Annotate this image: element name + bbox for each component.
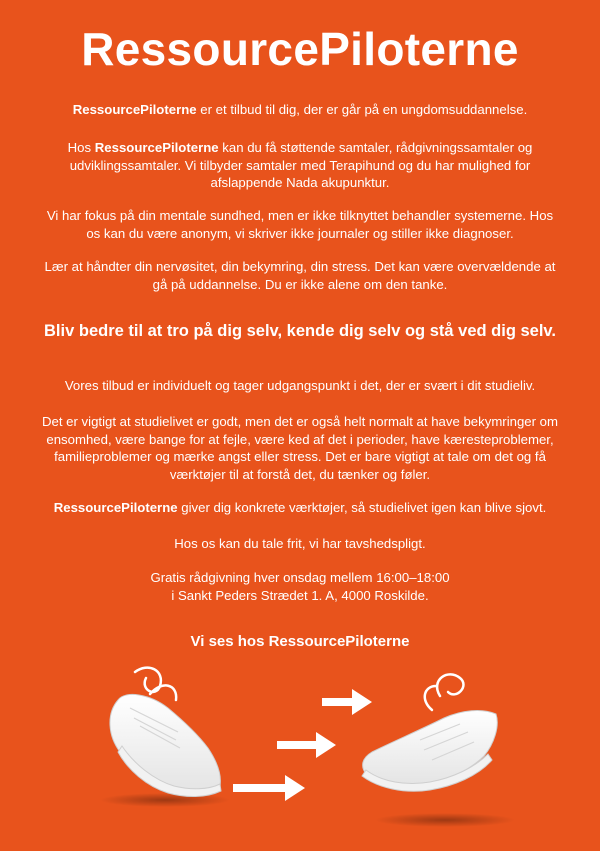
student-life-paragraph: Det er vigtigt at studielivet er godt, men det er også helt normalt at have bekymringer om ensomhed, være bange for at fejle, være ked af det i perioder, have kæresteproblemer, familieproblemer og mærke angst eller stress. Det er bare vigtigt at tale om det og få værktøjer til at forstå det, du tænker og føler. (41, 414, 559, 482)
right-sneaker-icon (362, 674, 497, 791)
schedule-paragraph (40, 569, 560, 604)
brand-name: RessourcePiloterne (94, 140, 219, 155)
sneakers-illustration (0, 660, 600, 851)
arrow-icon (277, 732, 336, 758)
offer-paragraph: Vores tilbud er individuelt og tager udgangspunkt i det, der er svært i dit studieliv. (64, 378, 536, 393)
tools-paragraph (40, 499, 560, 517)
brand-name: RessourcePiloterne (53, 500, 178, 515)
brand-name: RessourcePiloterne (72, 102, 197, 117)
services-prefix: Hos (67, 140, 95, 155)
focus-paragraph: Vi har fokus på din mentale sundhed, men er ikke tilknyttet behandler systemerne. Hos os kan du være anonym, vi skriver ikke journaler og stiller ikke diagnoser. (46, 208, 554, 241)
intro-paragraph (40, 101, 560, 119)
schedule-address: i Sankt Peders Strædet 1. A, 4000 Roskilde. (171, 587, 429, 603)
services-paragraph (40, 139, 560, 192)
tools-text: giver dig konkrete værktøjer, så studielivet igen kan blive sjovt. (177, 500, 547, 515)
intro-text: er et tilbud til dig, der er går på en ungdomsuddannelse. (196, 102, 528, 117)
stress-paragraph: Lær at håndter din nervøsitet, din bekymring, din stress. Det kan være overvældende at gå på uddannelse. Du er ikke alene om den tanke. (44, 259, 556, 292)
arrow-icon (322, 689, 372, 715)
arrow-icon (233, 775, 305, 801)
confidentiality-paragraph: Hos os kan du tale frit, vi har tavshedspligt. (174, 536, 426, 551)
page-title: RessourcePiloterne (81, 23, 519, 75)
headline: Bliv bedre til at tro på dig selv, kende dig selv og stå ved dig selv. (44, 322, 556, 340)
right-shoe-shadow (375, 813, 515, 827)
services-text: kan du få støttende samtaler, rådgivningssamtaler og udviklingssamtaler. Vi tilbyder samtaler med Terapihund og du har mulighed for afslappende Nada akupunktur. (69, 140, 533, 190)
left-sneaker-icon (110, 668, 221, 797)
schedule-time: Gratis rådgivning hver onsdag mellem 16:00–18:00 (150, 570, 450, 585)
closing-line: Vi ses hos RessourcePiloterne (190, 633, 410, 650)
